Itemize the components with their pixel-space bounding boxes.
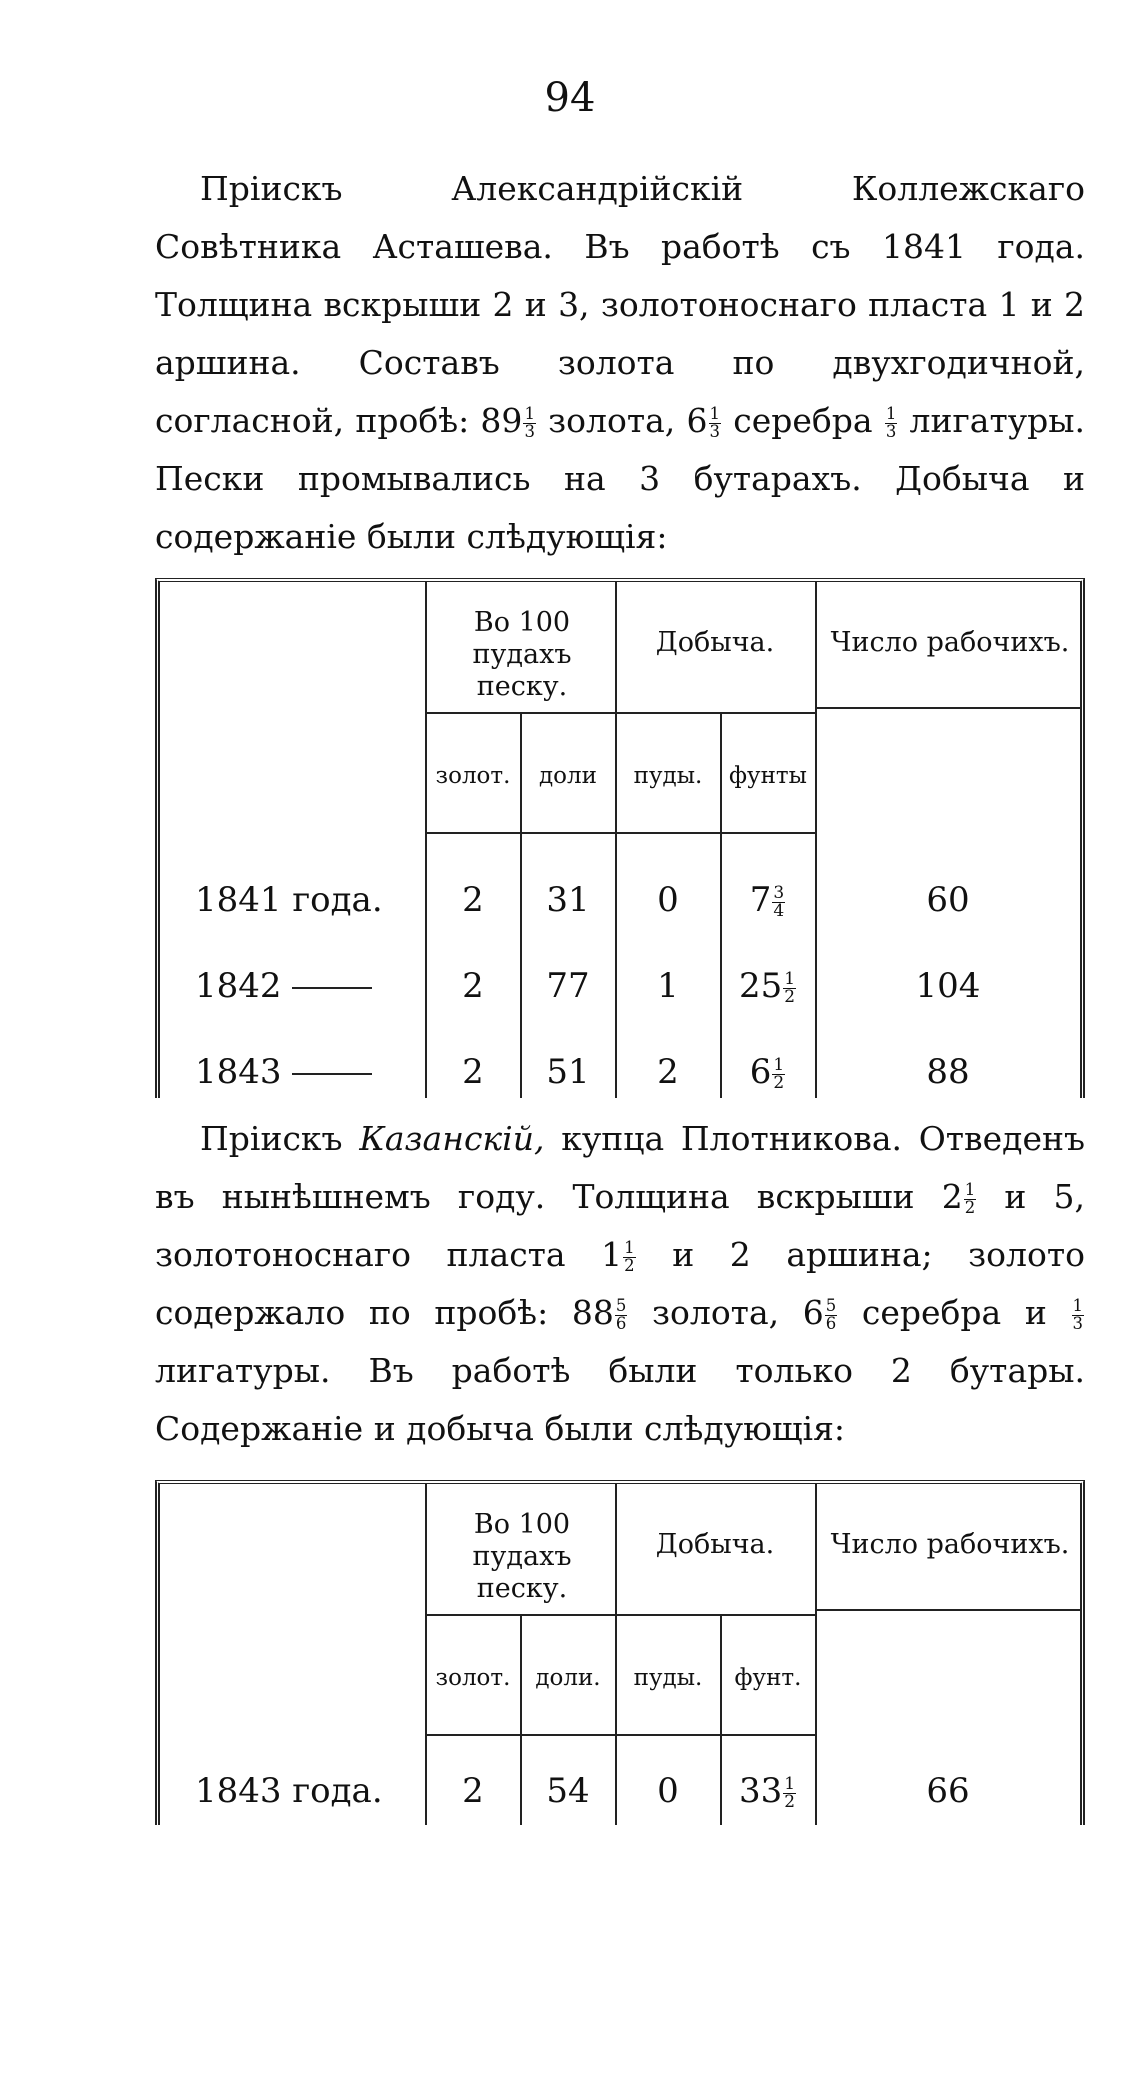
row-year: 1843 года. (195, 1771, 383, 1811)
row-year: 1842 (195, 966, 372, 1006)
cell-workers: 104 (915, 966, 981, 1006)
header-workers: Число рабочихъ. (830, 1529, 1070, 1560)
fraction: $\frac{5}{6}$ (825, 1296, 837, 1333)
subheader-funty: фунты (729, 763, 807, 789)
cell-pudy: 2 (657, 1052, 679, 1092)
cell-workers: 60 (926, 880, 970, 920)
subheader-zolot: золот. (435, 1665, 511, 1691)
page-number: 94 (544, 75, 596, 121)
cell-pudy: 0 (657, 1771, 679, 1811)
paragraph-aleksandriysky: Пріискъ Александрійскій Коллежскаго Совѣтника Асташева. Въ работѣ съ 1841 года. Толщина вскрыши 2 и 3, золотоноснаго пласта 1 и 2 аршина. Составъ золота по двухгодичной, согласной, пробѣ: 89 $\frac{1}{3}$ золота, 6 $\frac{1}{3}$ серебра $\frac{1}{3}$ лигатуры. Пески промывались на 3 бутарахъ. Добыча и содержаніе были слѣдующія: (155, 169, 1086, 556)
header-per-100-pud: Во 100 пудахъ песку. (472, 1509, 572, 1604)
cell-zolot: 2 (462, 1771, 484, 1811)
fraction: $\frac{1}{3}$ (709, 404, 721, 441)
subheader-doli: доли (539, 763, 597, 789)
cell-pudy: 1 (657, 966, 679, 1006)
cell-workers: 88 (926, 1052, 970, 1092)
cell-workers: 66 (926, 1771, 970, 1811)
subheader-pudy: пуды. (633, 763, 703, 789)
subheader-zolot: золот. (435, 763, 511, 789)
cell-doli: 77 (546, 966, 590, 1006)
subheader-pudy: пуды. (633, 1665, 703, 1691)
header-dobycha: Добыча. (655, 627, 775, 658)
fraction: $\frac{1}{3}$ (1072, 1296, 1084, 1333)
paragraph-kazansky: Пріискъ Казанскій, купца Плотникова. Отведенъ въ нынѣшнемъ году. Толщина вскрыши 2 $\frac{1}{2}$ и 5, золотоноснаго пласта 1 $\frac{1}{2}$ и 2 аршина; золото содержало по пробѣ: 88 $\frac{5}{6}$ золота, 6 $\frac{5}{6}$ серебра и $\frac{1}{3}$ лигатуры. Въ работѣ были только 2 бутары. Содержаніе и добыча были слѣдующія: (155, 1119, 1086, 1448)
header-per-100-pud: Во 100 пудахъ песку. (472, 607, 572, 702)
subheader-funty: фунт. (734, 1665, 802, 1691)
cell-zolot: 2 (462, 1052, 484, 1092)
row-year: 1841 года. (195, 880, 383, 920)
cell-doli: 31 (546, 880, 590, 920)
cell-funty: 25 $\frac{1}{2}$ (738, 966, 796, 1007)
row-year: 1843 (195, 1052, 372, 1092)
cell-funty: 7 $\frac{3}{4}$ (749, 880, 785, 921)
header-dobycha: Добыча. (655, 1529, 775, 1560)
fraction: $\frac{1}{2}$ (624, 1238, 635, 1275)
subheader-doli: доли. (535, 1665, 601, 1691)
table-kazansky (155, 1480, 1085, 1825)
cell-pudy: 0 (657, 880, 679, 920)
cell-funty: 33 $\frac{1}{2}$ (738, 1771, 796, 1812)
table-aleksandriysky (155, 578, 1085, 1098)
cell-zolot: 2 (462, 966, 484, 1006)
cell-funty: 6 $\frac{1}{2}$ (749, 1052, 785, 1093)
fraction: $\frac{1}{3}$ (524, 404, 535, 441)
fraction: $\frac{1}{3}$ (885, 404, 897, 441)
cell-zolot: 2 (462, 880, 484, 920)
fraction: $\frac{1}{2}$ (964, 1180, 976, 1217)
cell-doli: 54 (546, 1771, 590, 1811)
cell-doli: 51 (546, 1052, 590, 1092)
fraction: $\frac{5}{6}$ (615, 1296, 627, 1333)
header-workers: Число рабочихъ. (830, 627, 1070, 658)
